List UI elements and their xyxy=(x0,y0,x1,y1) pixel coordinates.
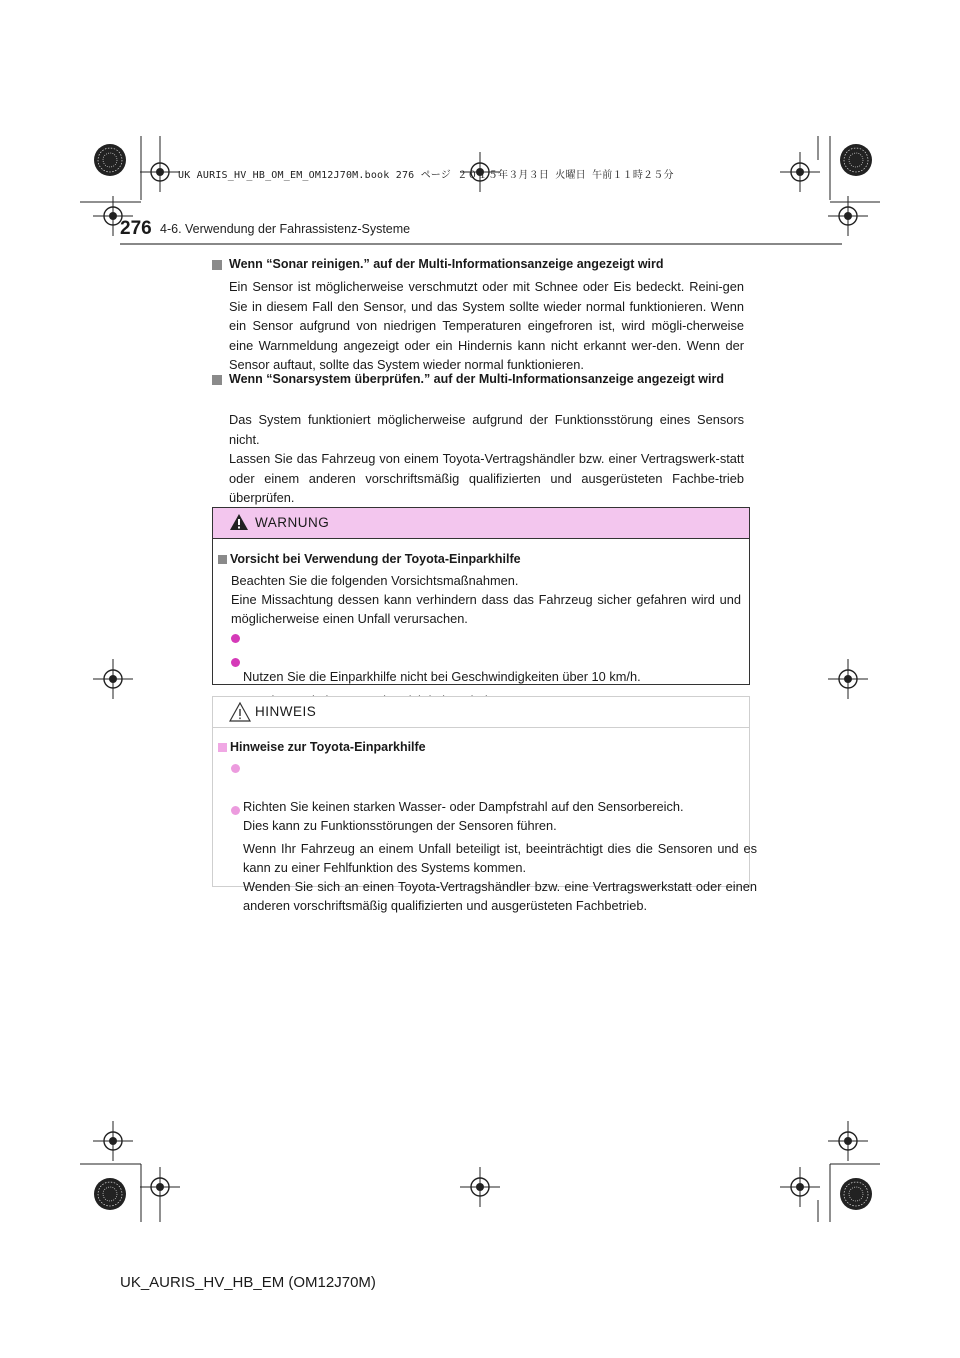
block-heading xyxy=(212,370,767,388)
block-heading xyxy=(212,255,767,273)
warning-heading-text: Vorsicht bei Verwendung der Toyota-Einparkhilfe xyxy=(230,552,521,566)
square-bullet-icon xyxy=(218,555,227,564)
star-target-tl xyxy=(94,144,126,176)
print-stamp: UK AURIS_HV_HB_OM_EM_OM12J70M.book 276 ページ ２０１５年３月３日 火曜日 午前１１時２５分 xyxy=(178,170,674,181)
square-bullet-icon xyxy=(212,375,222,385)
page-number: 276 xyxy=(120,218,152,239)
warning-paragraph: Beachten Sie die folgenden Vorsichtsmaßnahmen. Eine Missachtung dessen kann verhindern dass das Fahrzeug sicher gefahren wird und möglicherweise einen Unfall verursachen. xyxy=(231,573,741,626)
header-rule xyxy=(120,243,842,245)
warning-heading xyxy=(218,550,750,568)
notice-bullet xyxy=(231,801,757,915)
section-title: 4-6. Verwendung der Fahrassistenz-Systeme xyxy=(160,222,411,236)
star-target-bl xyxy=(94,1178,126,1210)
star-target-tr xyxy=(840,144,872,176)
notice-heading-text: Hinweise zur Toyota-Einparkhilfe xyxy=(230,740,426,754)
round-bullet-icon xyxy=(231,764,240,773)
block-heading-text: Wenn “Sonarsystem überprüfen.” auf der Multi-Informationsanzeige angezeigt wird xyxy=(229,372,724,386)
round-bullet-icon xyxy=(231,634,240,643)
round-bullet-icon xyxy=(231,658,240,667)
warning-triangle-icon xyxy=(229,512,249,532)
warning-box xyxy=(212,507,750,685)
notice-header xyxy=(213,697,749,728)
star-target-br xyxy=(840,1178,872,1210)
notice-bullet-text: Wenn Ihr Fahrzeug an einem Unfall beteiligt ist, beeinträchtigt dies die Sensoren und es kann zu einer Fehlfunktion des Systems kommen. Wenden Sie sich an einen Toyota-Vertragshändler bzw. eine Vertragswerkstatt oder einen anderen vorschriftsmäßig qualifizierten und ausgerüsteten Fachbetrieb. xyxy=(243,841,757,913)
square-bullet-icon xyxy=(218,743,227,752)
block-heading-text: Wenn “Sonar reinigen.” auf der Multi-Informationsanzeige angezeigt wird xyxy=(229,257,664,271)
block-paragraph: Ein Sensor ist möglicherweise verschmutzt oder mit Schnee oder Eis bedeckt. Reini-gen Sie in diesem Fall den Sensor, und das System sollte wieder normal funktionieren. Wenn ein Sensor aufgrund von niedrigen Temperaturen eingefroren ist, wird mögli-cherweise eine Warnmeldung angezeigt oder ein Hindernis kann nicht erkannt wer-den. Wenn der Sensor auftaut, sollte das System wieder normal funktionieren. xyxy=(229,279,744,372)
warning-label: WARNUNG xyxy=(255,515,330,530)
square-bullet-icon xyxy=(212,260,222,270)
round-bullet-icon xyxy=(231,806,240,815)
notice-box xyxy=(212,696,757,913)
warning-header xyxy=(213,508,749,539)
notice-label: HINWEIS xyxy=(255,704,317,719)
footer-code: UK_AURIS_HV_HB_EM (OM12J70M) xyxy=(120,1274,376,1291)
notice-heading xyxy=(218,738,750,756)
caution-triangle-icon xyxy=(229,701,251,723)
notice-bullet-text: Richten Sie keinen starken Wasser- oder Dampfstrahl auf den Sensorbereich. Dies kann zu Funktionsstörungen der Sensoren führen. xyxy=(243,799,684,833)
warning-bullet-text: Nutzen Sie die Einparkhilfe nicht bei Geschwindigkeiten über 10 km/h. xyxy=(243,669,641,684)
block-paragraph: Das System funktioniert möglicherweise aufgrund der Funktionsstörung eines Sensors nicht. Lassen Sie das Fahrzeug von einem Toyota-Vertragshändler bzw. einer Vertragswerk-statt oder einem anderen vorschriftsmäßig qualifizierten und ausgerüsteten Fachbe-trieb überprüfen. xyxy=(229,412,744,505)
